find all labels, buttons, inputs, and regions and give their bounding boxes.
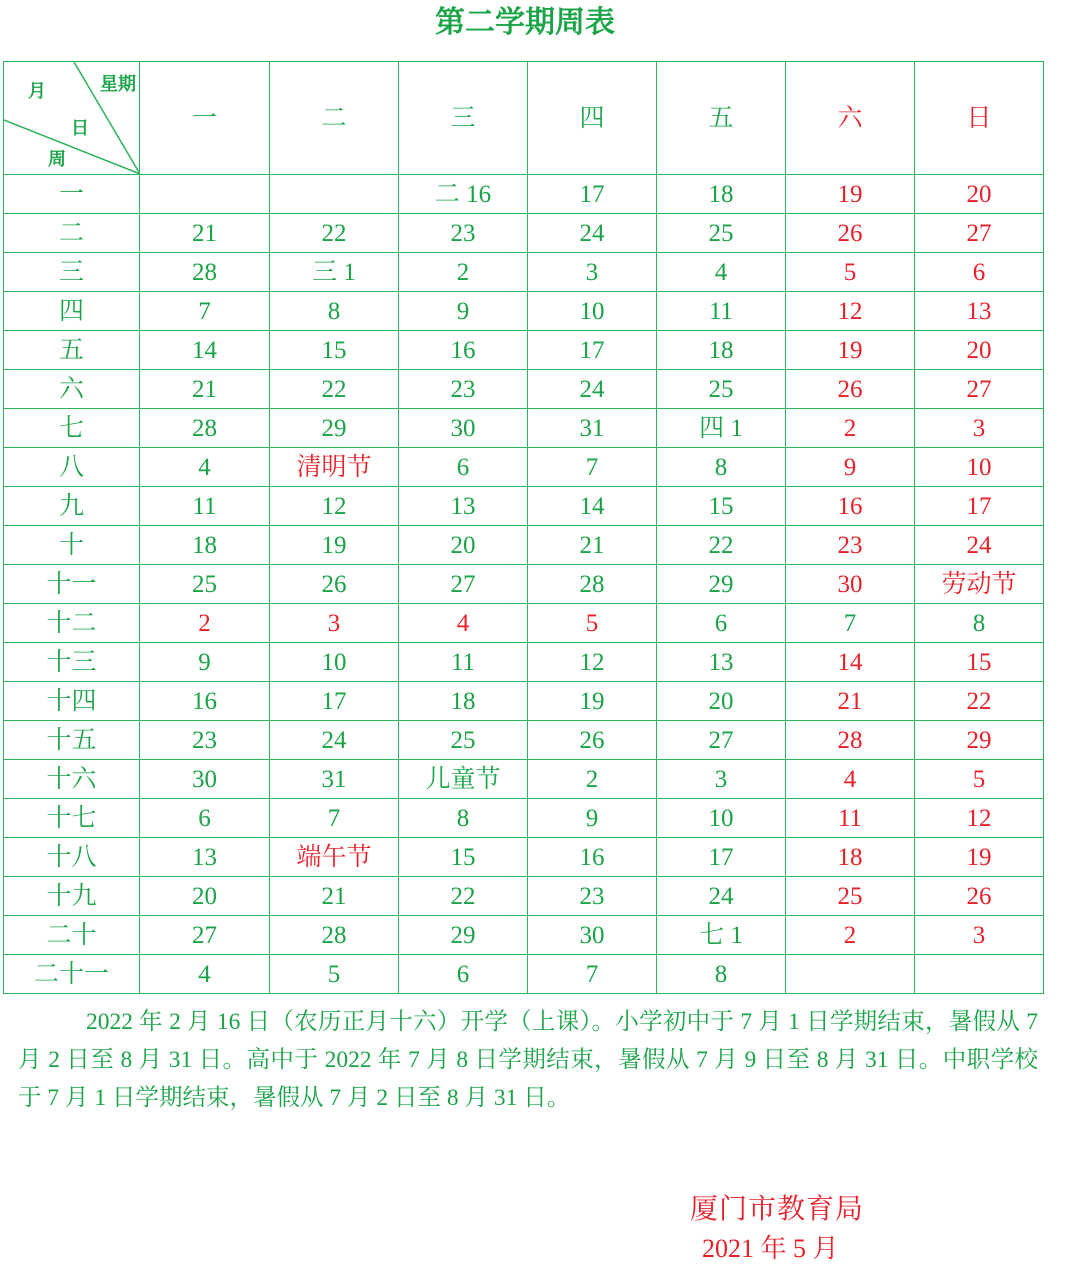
day-cell	[270, 175, 399, 214]
week-number-cell: 二十	[4, 916, 140, 955]
day-cell: 17	[915, 487, 1044, 526]
day-cell: 14	[786, 643, 915, 682]
table-row	[4, 604, 1044, 643]
header-row	[4, 62, 1044, 175]
day-cell: 10	[270, 643, 399, 682]
day-cell: 4	[140, 448, 270, 487]
week-number-cell: 十二	[4, 604, 140, 643]
day-cell: 10	[528, 292, 657, 331]
week-number-cell: 二	[4, 214, 140, 253]
day-cell: 20	[399, 526, 528, 565]
day-cell: 3	[528, 253, 657, 292]
week-number-cell: 十五	[4, 721, 140, 760]
day-cell: 29	[399, 916, 528, 955]
issuer-name: 厦门市教育局	[690, 1194, 865, 1225]
day-cell	[915, 955, 1044, 994]
week-number-cell: 六	[4, 370, 140, 409]
semester-note: 2022 年 2 月 16 日（农历正月十六）开学（上课）。小学初中于 7 月 1 日学期结束，暑假从 7 月 2 日至 8 月 31 日。高中于 2022 年 7 月 8 日学期结束，暑假从 7 月 9 日至 8 月 31 日。中职学校于 7 月 1 日学期结束，暑假从 7 月 2 日至 8 月 31 日。	[18, 1009, 1038, 1111]
day-cell: 26	[915, 877, 1044, 916]
table-row	[4, 175, 1044, 214]
day-cell: 25	[657, 370, 786, 409]
day-cell: 5	[270, 955, 399, 994]
day-cell: 8	[270, 292, 399, 331]
corner-header-cell	[4, 62, 140, 175]
day-cell: 9	[140, 643, 270, 682]
day-cell: 31	[270, 760, 399, 799]
week-number-cell: 十八	[4, 838, 140, 877]
day-cell: 28	[786, 721, 915, 760]
week-number-cell: 十六	[4, 760, 140, 799]
day-cell: 儿童节	[399, 760, 528, 799]
day-cell: 16	[140, 682, 270, 721]
day-cell: 27	[140, 916, 270, 955]
day-cell: 21	[140, 370, 270, 409]
day-cell: 11	[399, 643, 528, 682]
weekday-header: 四	[528, 62, 657, 175]
weekday-header: 六	[786, 62, 915, 175]
table-row	[4, 760, 1044, 799]
day-cell: 七 1	[657, 916, 786, 955]
table-row	[4, 721, 1044, 760]
day-cell: 18	[657, 331, 786, 370]
table-row	[4, 448, 1044, 487]
day-cell: 6	[399, 448, 528, 487]
day-cell: 27	[399, 565, 528, 604]
day-cell: 18	[140, 526, 270, 565]
table-row	[4, 799, 1044, 838]
day-cell: 9	[528, 799, 657, 838]
table-row	[4, 292, 1044, 331]
table-row	[4, 526, 1044, 565]
day-cell: 31	[528, 409, 657, 448]
day-cell: 6	[399, 955, 528, 994]
day-cell	[140, 175, 270, 214]
day-cell: 5	[528, 604, 657, 643]
day-cell: 12	[528, 643, 657, 682]
weekday-header: 三	[399, 62, 528, 175]
day-cell: 8	[915, 604, 1044, 643]
day-cell: 2	[786, 409, 915, 448]
day-cell: 25	[399, 721, 528, 760]
day-cell: 19	[270, 526, 399, 565]
day-cell: 23	[140, 721, 270, 760]
day-cell: 29	[657, 565, 786, 604]
week-number-cell: 四	[4, 292, 140, 331]
day-cell: 25	[140, 565, 270, 604]
day-cell: 7	[270, 799, 399, 838]
day-cell: 23	[399, 370, 528, 409]
day-cell: 3	[915, 916, 1044, 955]
table-row	[4, 409, 1044, 448]
week-number-cell: 十一	[4, 565, 140, 604]
weekday-header: 一	[140, 62, 270, 175]
week-number-cell: 三	[4, 253, 140, 292]
table-row	[4, 253, 1044, 292]
day-cell: 28	[270, 916, 399, 955]
day-cell: 29	[270, 409, 399, 448]
day-cell: 8	[657, 955, 786, 994]
week-number-cell: 二十一	[4, 955, 140, 994]
day-cell: 22	[915, 682, 1044, 721]
day-cell: 2	[786, 916, 915, 955]
day-cell: 19	[786, 331, 915, 370]
day-cell: 18	[786, 838, 915, 877]
day-cell: 12	[786, 292, 915, 331]
table-row	[4, 955, 1044, 994]
day-cell: 22	[270, 370, 399, 409]
day-cell: 25	[657, 214, 786, 253]
day-cell: 4	[399, 604, 528, 643]
day-cell: 25	[786, 877, 915, 916]
day-cell: 13	[657, 643, 786, 682]
table-row	[4, 331, 1044, 370]
day-cell: 14	[528, 487, 657, 526]
day-cell: 28	[140, 253, 270, 292]
day-cell: 19	[528, 682, 657, 721]
day-cell: 11	[657, 292, 786, 331]
day-cell: 6	[657, 604, 786, 643]
day-cell: 21	[528, 526, 657, 565]
day-cell: 26	[528, 721, 657, 760]
table-row	[4, 565, 1044, 604]
issue-date: 2021 年 5 月	[702, 1234, 839, 1263]
day-cell: 30	[399, 409, 528, 448]
day-cell: 20	[915, 175, 1044, 214]
day-cell: 9	[399, 292, 528, 331]
day-cell: 16	[786, 487, 915, 526]
table-row	[4, 370, 1044, 409]
day-cell: 30	[528, 916, 657, 955]
day-cell: 17	[657, 838, 786, 877]
day-cell: 清明节	[270, 448, 399, 487]
table-row	[4, 487, 1044, 526]
day-cell: 27	[915, 370, 1044, 409]
day-cell: 7	[140, 292, 270, 331]
day-cell: 23	[528, 877, 657, 916]
day-cell: 6	[140, 799, 270, 838]
weekday-header: 二	[270, 62, 399, 175]
day-cell: 30	[786, 565, 915, 604]
day-cell: 17	[528, 175, 657, 214]
day-cell: 26	[270, 565, 399, 604]
day-cell: 端午节	[270, 838, 399, 877]
day-cell: 19	[915, 838, 1044, 877]
weekday-header: 日	[915, 62, 1044, 175]
day-cell: 11	[140, 487, 270, 526]
day-cell: 24	[528, 370, 657, 409]
day-cell: 15	[657, 487, 786, 526]
day-cell: 23	[786, 526, 915, 565]
day-cell: 22	[657, 526, 786, 565]
day-cell: 2	[140, 604, 270, 643]
day-cell: 26	[786, 370, 915, 409]
table-row	[4, 643, 1044, 682]
page-title: 第二学期周表	[435, 5, 615, 40]
corner-weekday-label: 星期	[100, 74, 136, 95]
day-cell: 24	[528, 214, 657, 253]
day-cell: 3	[270, 604, 399, 643]
corner-week-label: 周	[48, 149, 66, 170]
day-cell: 劳动节	[915, 565, 1044, 604]
day-cell: 28	[528, 565, 657, 604]
corner-month-label: 月	[28, 81, 46, 102]
day-cell: 13	[915, 292, 1044, 331]
day-cell: 17	[528, 331, 657, 370]
day-cell: 10	[657, 799, 786, 838]
day-cell: 21	[140, 214, 270, 253]
day-cell: 15	[270, 331, 399, 370]
week-number-cell: 一	[4, 175, 140, 214]
day-cell: 12	[270, 487, 399, 526]
day-cell: 16	[399, 331, 528, 370]
table-row	[4, 838, 1044, 877]
day-cell: 14	[140, 331, 270, 370]
day-cell: 11	[786, 799, 915, 838]
week-number-cell: 十七	[4, 799, 140, 838]
day-cell: 27	[657, 721, 786, 760]
day-cell: 19	[786, 175, 915, 214]
day-cell: 6	[915, 253, 1044, 292]
day-cell: 13	[140, 838, 270, 877]
day-cell: 22	[399, 877, 528, 916]
day-cell: 29	[915, 721, 1044, 760]
day-cell: 9	[786, 448, 915, 487]
day-cell: 24	[270, 721, 399, 760]
week-number-cell: 八	[4, 448, 140, 487]
day-cell: 30	[140, 760, 270, 799]
week-number-cell: 七	[4, 409, 140, 448]
day-cell: 21	[786, 682, 915, 721]
day-cell: 22	[270, 214, 399, 253]
day-cell: 四 1	[657, 409, 786, 448]
day-cell: 26	[786, 214, 915, 253]
table-row	[4, 682, 1044, 721]
day-cell: 三 1	[270, 253, 399, 292]
day-cell: 12	[915, 799, 1044, 838]
day-cell	[786, 955, 915, 994]
day-cell: 27	[915, 214, 1044, 253]
day-cell: 16	[528, 838, 657, 877]
day-cell: 4	[140, 955, 270, 994]
day-cell: 20	[657, 682, 786, 721]
day-cell: 17	[270, 682, 399, 721]
week-number-cell: 十	[4, 526, 140, 565]
day-cell: 24	[915, 526, 1044, 565]
day-cell: 4	[657, 253, 786, 292]
day-cell: 21	[270, 877, 399, 916]
week-number-cell: 十九	[4, 877, 140, 916]
day-cell: 18	[399, 682, 528, 721]
day-cell: 8	[399, 799, 528, 838]
day-cell: 2	[399, 253, 528, 292]
day-cell: 3	[657, 760, 786, 799]
day-cell: 3	[915, 409, 1044, 448]
day-cell: 7	[528, 955, 657, 994]
semester-week-table	[3, 61, 1044, 994]
table-row	[4, 214, 1044, 253]
day-cell: 二 16	[399, 175, 528, 214]
day-cell: 5	[915, 760, 1044, 799]
day-cell: 18	[657, 175, 786, 214]
table-row	[4, 877, 1044, 916]
day-cell: 28	[140, 409, 270, 448]
weekday-header: 五	[657, 62, 786, 175]
day-cell: 23	[399, 214, 528, 253]
corner-day-label: 日	[71, 118, 89, 139]
day-cell: 20	[915, 331, 1044, 370]
day-cell: 24	[657, 877, 786, 916]
day-cell: 8	[657, 448, 786, 487]
day-cell: 10	[915, 448, 1044, 487]
day-cell: 15	[399, 838, 528, 877]
day-cell: 13	[399, 487, 528, 526]
week-number-cell: 十三	[4, 643, 140, 682]
week-number-cell: 九	[4, 487, 140, 526]
week-number-cell: 十四	[4, 682, 140, 721]
day-cell: 2	[528, 760, 657, 799]
day-cell: 7	[528, 448, 657, 487]
day-cell: 5	[786, 253, 915, 292]
day-cell: 4	[786, 760, 915, 799]
day-cell: 15	[915, 643, 1044, 682]
week-number-cell: 五	[4, 331, 140, 370]
table-row	[4, 916, 1044, 955]
day-cell: 20	[140, 877, 270, 916]
day-cell: 7	[786, 604, 915, 643]
